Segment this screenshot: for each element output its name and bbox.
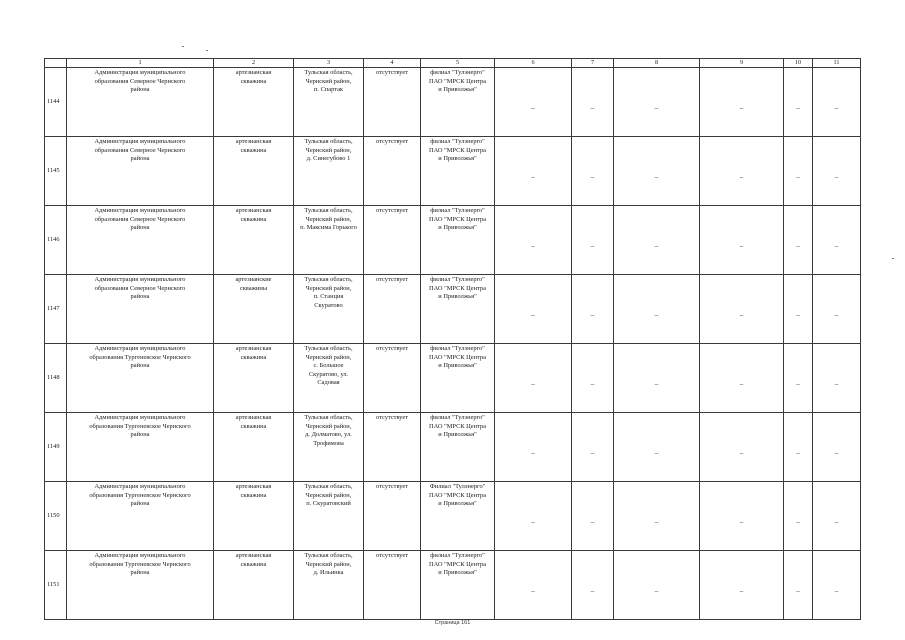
table-row (45, 137, 861, 206)
row-number: 1144 (45, 68, 67, 137)
header-cell: 3 (294, 59, 364, 68)
header-cell: 11 (813, 59, 861, 68)
operator-cell: филиал "Тулэнерго" ПАО "МРСК Центра и Приволжья" (421, 344, 495, 413)
header-cell: 8 (614, 59, 700, 68)
row-number: 1148 (45, 344, 67, 413)
table-row (45, 482, 861, 551)
status-cell: отсутствует (364, 413, 421, 482)
page-number: Страница 161 (434, 620, 471, 626)
operator-cell: филиал "Тулэнерго" ПАО "МРСК Центра и Приволжья" (421, 206, 495, 275)
row-number: 1147 (45, 275, 67, 344)
empty-value-cell: – (614, 551, 700, 620)
header-cell-blank (45, 59, 67, 68)
header-cell: 1 (67, 59, 214, 68)
empty-value-cell: – (614, 68, 700, 137)
empty-value-cell: – (700, 551, 784, 620)
table-row (45, 68, 861, 137)
empty-value-cell: – (784, 551, 813, 620)
empty-value-cell: – (813, 551, 861, 620)
owner-cell: Администрация муниципального образования Северное Чернского района (67, 275, 214, 344)
address-cell: Тульская область, Чернский район, д. Долматово, ул. Трофимова (294, 413, 364, 482)
empty-value-cell: – (700, 344, 784, 413)
table-row (45, 413, 861, 482)
object-type-cell: артезианская скважина (214, 413, 294, 482)
table-row (45, 551, 861, 620)
owner-cell: Администрация муниципального образования Северное Чернского района (67, 68, 214, 137)
object-type-cell: артезианская скважина (214, 482, 294, 551)
empty-value-cell: – (813, 275, 861, 344)
header-cell: 10 (784, 59, 813, 68)
empty-value-cell: – (784, 482, 813, 551)
empty-value-cell: – (572, 275, 614, 344)
empty-value-cell: – (495, 551, 572, 620)
empty-value-cell: – (813, 413, 861, 482)
table-row (45, 206, 861, 275)
empty-value-cell: – (813, 68, 861, 137)
header-cell: 4 (364, 59, 421, 68)
owner-cell: Администрация муниципального образования Северное Чернского района (67, 206, 214, 275)
header-cell: 2 (214, 59, 294, 68)
operator-cell: филиал "Тулэнерго" ПАО "МРСК Центра и Приволжья" (421, 137, 495, 206)
empty-value-cell: – (572, 551, 614, 620)
empty-value-cell: – (700, 413, 784, 482)
row-number: 1146 (45, 206, 67, 275)
address-cell: Тульская область, Чернский район, п. Станция Скуратово (294, 275, 364, 344)
empty-value-cell: – (784, 206, 813, 275)
header-cell: 7 (572, 59, 614, 68)
status-cell: отсутствует (364, 206, 421, 275)
empty-value-cell: – (572, 482, 614, 551)
empty-value-cell: – (813, 482, 861, 551)
scan-speck (892, 258, 894, 259)
empty-value-cell: – (495, 206, 572, 275)
address-cell: Тульская область, Чернский район, д. Ильинка (294, 551, 364, 620)
empty-value-cell: – (495, 68, 572, 137)
empty-value-cell: – (572, 206, 614, 275)
row-number: 1150 (45, 482, 67, 551)
operator-cell: филиал "Тулэнерго" ПАО "МРСК Центра и Приволжья" (421, 413, 495, 482)
status-cell: отсутствует (364, 137, 421, 206)
object-type-cell: артезианские скважины (214, 275, 294, 344)
empty-value-cell: – (614, 344, 700, 413)
owner-cell: Администрация муниципального образования Тургеневское Чернского района (67, 413, 214, 482)
address-cell: Тульская область, Чернский район, д. Синегубово 1 (294, 137, 364, 206)
object-type-cell: артезианская скважина (214, 344, 294, 413)
empty-value-cell: – (572, 413, 614, 482)
empty-value-cell: – (784, 137, 813, 206)
operator-cell: филиал "Тулэнерго" ПАО "МРСК Центра и Приволжья" (421, 68, 495, 137)
scan-speck (206, 50, 208, 51)
empty-value-cell: – (614, 482, 700, 551)
empty-value-cell: – (614, 137, 700, 206)
row-number: 1149 (45, 413, 67, 482)
status-cell: отсутствует (364, 344, 421, 413)
object-type-cell: артезианская скважина (214, 137, 294, 206)
empty-value-cell: – (614, 206, 700, 275)
empty-value-cell: – (813, 344, 861, 413)
operator-cell: филиал "Тулэнерго" ПАО "МРСК Центра и Приволжья" (421, 551, 495, 620)
address-cell: Тульская область, Чернский район, п. Спартак (294, 68, 364, 137)
empty-value-cell: – (784, 68, 813, 137)
registry-table (44, 58, 861, 620)
empty-value-cell: – (572, 344, 614, 413)
owner-cell: Администрация муниципального образования Северное Чернского района (67, 137, 214, 206)
header-cell: 6 (495, 59, 572, 68)
row-number: 1151 (45, 551, 67, 620)
empty-value-cell: – (495, 344, 572, 413)
empty-value-cell: – (700, 482, 784, 551)
object-type-cell: артезианская скважина (214, 551, 294, 620)
table-row (45, 344, 861, 413)
scan-speck (182, 46, 184, 47)
header-cell: 9 (700, 59, 784, 68)
empty-value-cell: – (495, 137, 572, 206)
status-cell: отсутствует (364, 68, 421, 137)
empty-value-cell: – (700, 137, 784, 206)
header-cell: 5 (421, 59, 495, 68)
empty-value-cell: – (784, 413, 813, 482)
header-row (45, 59, 861, 68)
empty-value-cell: – (813, 206, 861, 275)
empty-value-cell: – (700, 68, 784, 137)
empty-value-cell: – (495, 413, 572, 482)
empty-value-cell: – (813, 137, 861, 206)
empty-value-cell: – (572, 68, 614, 137)
operator-cell: филиал "Тулэнерго" ПАО "МРСК Центра и Приволжья" (421, 275, 495, 344)
empty-value-cell: – (572, 137, 614, 206)
empty-value-cell: – (700, 206, 784, 275)
status-cell: отсутствует (364, 482, 421, 551)
table-row (45, 275, 861, 344)
object-type-cell: артезианская скважина (214, 68, 294, 137)
operator-cell: Филиал "Тулэнерго" ПАО "МРСК Центра и Приволжья" (421, 482, 495, 551)
owner-cell: Администрация муниципального образования Тургеневское Чернского района (67, 344, 214, 413)
object-type-cell: артезианская скважина (214, 206, 294, 275)
owner-cell: Администрация муниципального образования Тургеневское Чернского района (67, 482, 214, 551)
address-cell: Тульская область, Чернский район, п. Скуратовский (294, 482, 364, 551)
address-cell: Тульская область, Чернский район, с. Большое Скуратово, ул. Садовая (294, 344, 364, 413)
empty-value-cell: – (784, 275, 813, 344)
status-cell: отсутствует (364, 275, 421, 344)
empty-value-cell: – (495, 482, 572, 551)
address-cell: Тульская область, Чернский район, п. Максима Горького (294, 206, 364, 275)
owner-cell: Администрация муниципального образования Тургеневское Чернского района (67, 551, 214, 620)
row-number: 1145 (45, 137, 67, 206)
empty-value-cell: – (495, 275, 572, 344)
status-cell: отсутствует (364, 551, 421, 620)
empty-value-cell: – (784, 344, 813, 413)
empty-value-cell: – (614, 275, 700, 344)
empty-value-cell: – (700, 275, 784, 344)
empty-value-cell: – (614, 413, 700, 482)
